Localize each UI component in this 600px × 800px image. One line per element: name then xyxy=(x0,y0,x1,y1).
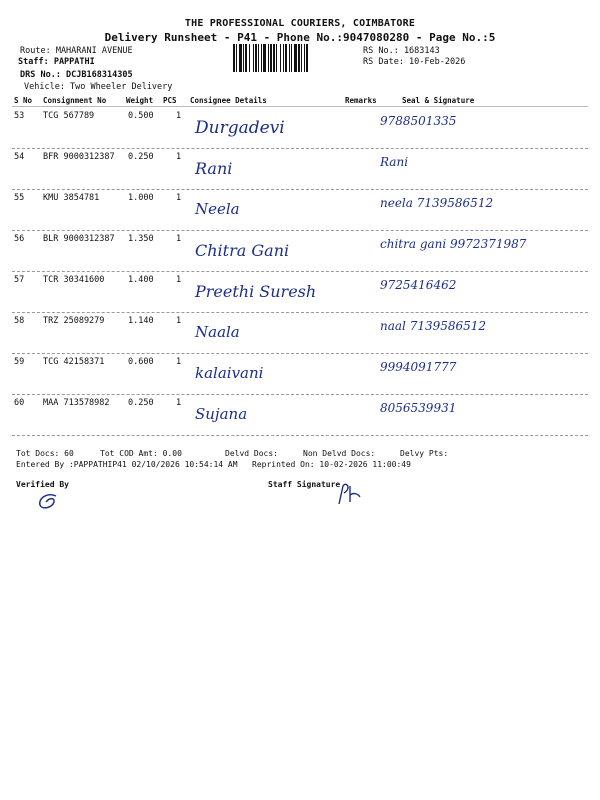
verified-by-label: Verified By xyxy=(16,480,69,489)
row-divider xyxy=(12,230,588,231)
barcode xyxy=(232,44,358,72)
row-sno: 56 xyxy=(14,234,25,244)
row-pcs: 1 xyxy=(176,234,182,244)
rs-number: RS No.: 1683143 xyxy=(363,46,440,56)
consignee-handwritten-name: Durgadevi xyxy=(195,118,285,138)
staff-signature-label: Staff Signature xyxy=(268,480,341,489)
col-seal: Seal & Signature xyxy=(402,96,475,105)
row-pcs: 1 xyxy=(176,357,182,367)
col-sno: S No xyxy=(14,96,33,105)
total-docs: Tot Docs: 60 xyxy=(16,449,74,458)
row-divider xyxy=(12,435,588,436)
row-consignment-no: TRZ 25089279 xyxy=(43,316,105,326)
row-divider xyxy=(12,394,588,395)
row-divider xyxy=(12,271,588,272)
seal-signature: neela 7139586512 xyxy=(380,196,494,210)
seal-signature: 8056539931 xyxy=(380,401,457,415)
row-divider xyxy=(12,189,588,190)
reprinted-on: Reprinted On: 10-02-2026 11:00:49 xyxy=(252,460,411,469)
row-pcs: 1 xyxy=(176,152,182,162)
row-consignment-no: KMU 3854781 xyxy=(43,193,100,203)
col-remarks: Remarks xyxy=(345,96,377,105)
consignee-handwritten-name: Rani xyxy=(195,159,233,178)
row-weight: 1.140 xyxy=(128,316,154,326)
company-name: THE PROFESSIONAL COURIERS, COIMBATORE xyxy=(184,18,416,29)
staff-field: Staff: PAPPATHI xyxy=(18,57,95,67)
delivered-docs: Delvd Docs: xyxy=(225,449,278,458)
seal-signature: 9788501335 xyxy=(380,114,457,128)
row-sno: 53 xyxy=(14,111,25,121)
delivery-points: Delvy Pts: xyxy=(400,449,449,458)
consignee-handwritten-name: kalaivani xyxy=(195,364,264,382)
seal-signature: 9994091777 xyxy=(380,360,457,374)
row-sno: 59 xyxy=(14,357,25,367)
row-weight: 0.250 xyxy=(128,152,154,162)
row-pcs: 1 xyxy=(176,316,182,326)
row-weight: 0.500 xyxy=(128,111,154,121)
col-weight: Weight xyxy=(126,96,154,105)
row-pcs: 1 xyxy=(176,275,182,285)
row-consignment-no: TCG 42158371 xyxy=(43,357,105,367)
row-pcs: 1 xyxy=(176,111,182,121)
route-field: Route: MAHARANI AVENUE xyxy=(20,46,133,56)
row-sno: 55 xyxy=(14,193,25,203)
total-cod-amount: Tot COD Amt: 0.00 xyxy=(100,449,182,458)
header-rule xyxy=(12,106,588,107)
verifier-signature xyxy=(34,490,64,512)
row-weight: 1.000 xyxy=(128,193,154,203)
row-pcs: 1 xyxy=(176,398,182,408)
seal-signature: chitra gani 9972371987 xyxy=(380,237,527,251)
consignee-handwritten-name: Chitra Gani xyxy=(195,241,290,260)
row-pcs: 1 xyxy=(176,193,182,203)
entered-by: Entered By :PAPPATHIP41 02/10/2026 10:54:14 AM xyxy=(16,460,238,469)
row-weight: 1.400 xyxy=(128,275,154,285)
staff-signature xyxy=(334,482,364,506)
row-divider xyxy=(12,148,588,149)
seal-signature: Rani xyxy=(380,155,409,169)
row-divider xyxy=(12,312,588,313)
consignee-handwritten-name: Neela xyxy=(195,200,240,218)
row-divider xyxy=(12,353,588,354)
row-consignment-no: TCR 30341600 xyxy=(43,275,105,285)
row-sno: 58 xyxy=(14,316,25,326)
col-pcs: PCS xyxy=(163,96,177,105)
col-consignee: Consignee Details xyxy=(190,96,267,105)
consignee-handwritten-name: Preethi Suresh xyxy=(195,282,317,301)
row-consignment-no: TCG 567789 xyxy=(43,111,95,121)
non-delivered-docs: Non Delvd Docs: xyxy=(303,449,376,458)
row-consignment-no: MAA 713578982 xyxy=(43,398,110,408)
runsheet-title: Delivery Runsheet - P41 - Phone No.:9047080280 - Page No.:5 xyxy=(104,31,496,44)
rs-date: RS Date: 10-Feb-2026 xyxy=(363,57,466,67)
consignee-handwritten-name: Naala xyxy=(195,323,240,341)
seal-signature: naal 7139586512 xyxy=(380,319,487,333)
consignee-handwritten-name: Sujana xyxy=(195,405,248,423)
drs-field: DRS No.: DCJB168314305 xyxy=(20,70,133,80)
seal-signature: 9725416462 xyxy=(380,278,457,292)
row-weight: 0.600 xyxy=(128,357,154,367)
row-consignment-no: BLR 9000312387 xyxy=(43,234,115,244)
row-sno: 54 xyxy=(14,152,25,162)
row-weight: 1.350 xyxy=(128,234,154,244)
col-consignment: Consignment No xyxy=(43,96,107,105)
row-sno: 57 xyxy=(14,275,25,285)
row-weight: 0.250 xyxy=(128,398,154,408)
row-consignment-no: BFR 9000312387 xyxy=(43,152,115,162)
row-sno: 60 xyxy=(14,398,25,408)
vehicle-field: Vehicle: Two Wheeler Delivery xyxy=(24,82,173,92)
